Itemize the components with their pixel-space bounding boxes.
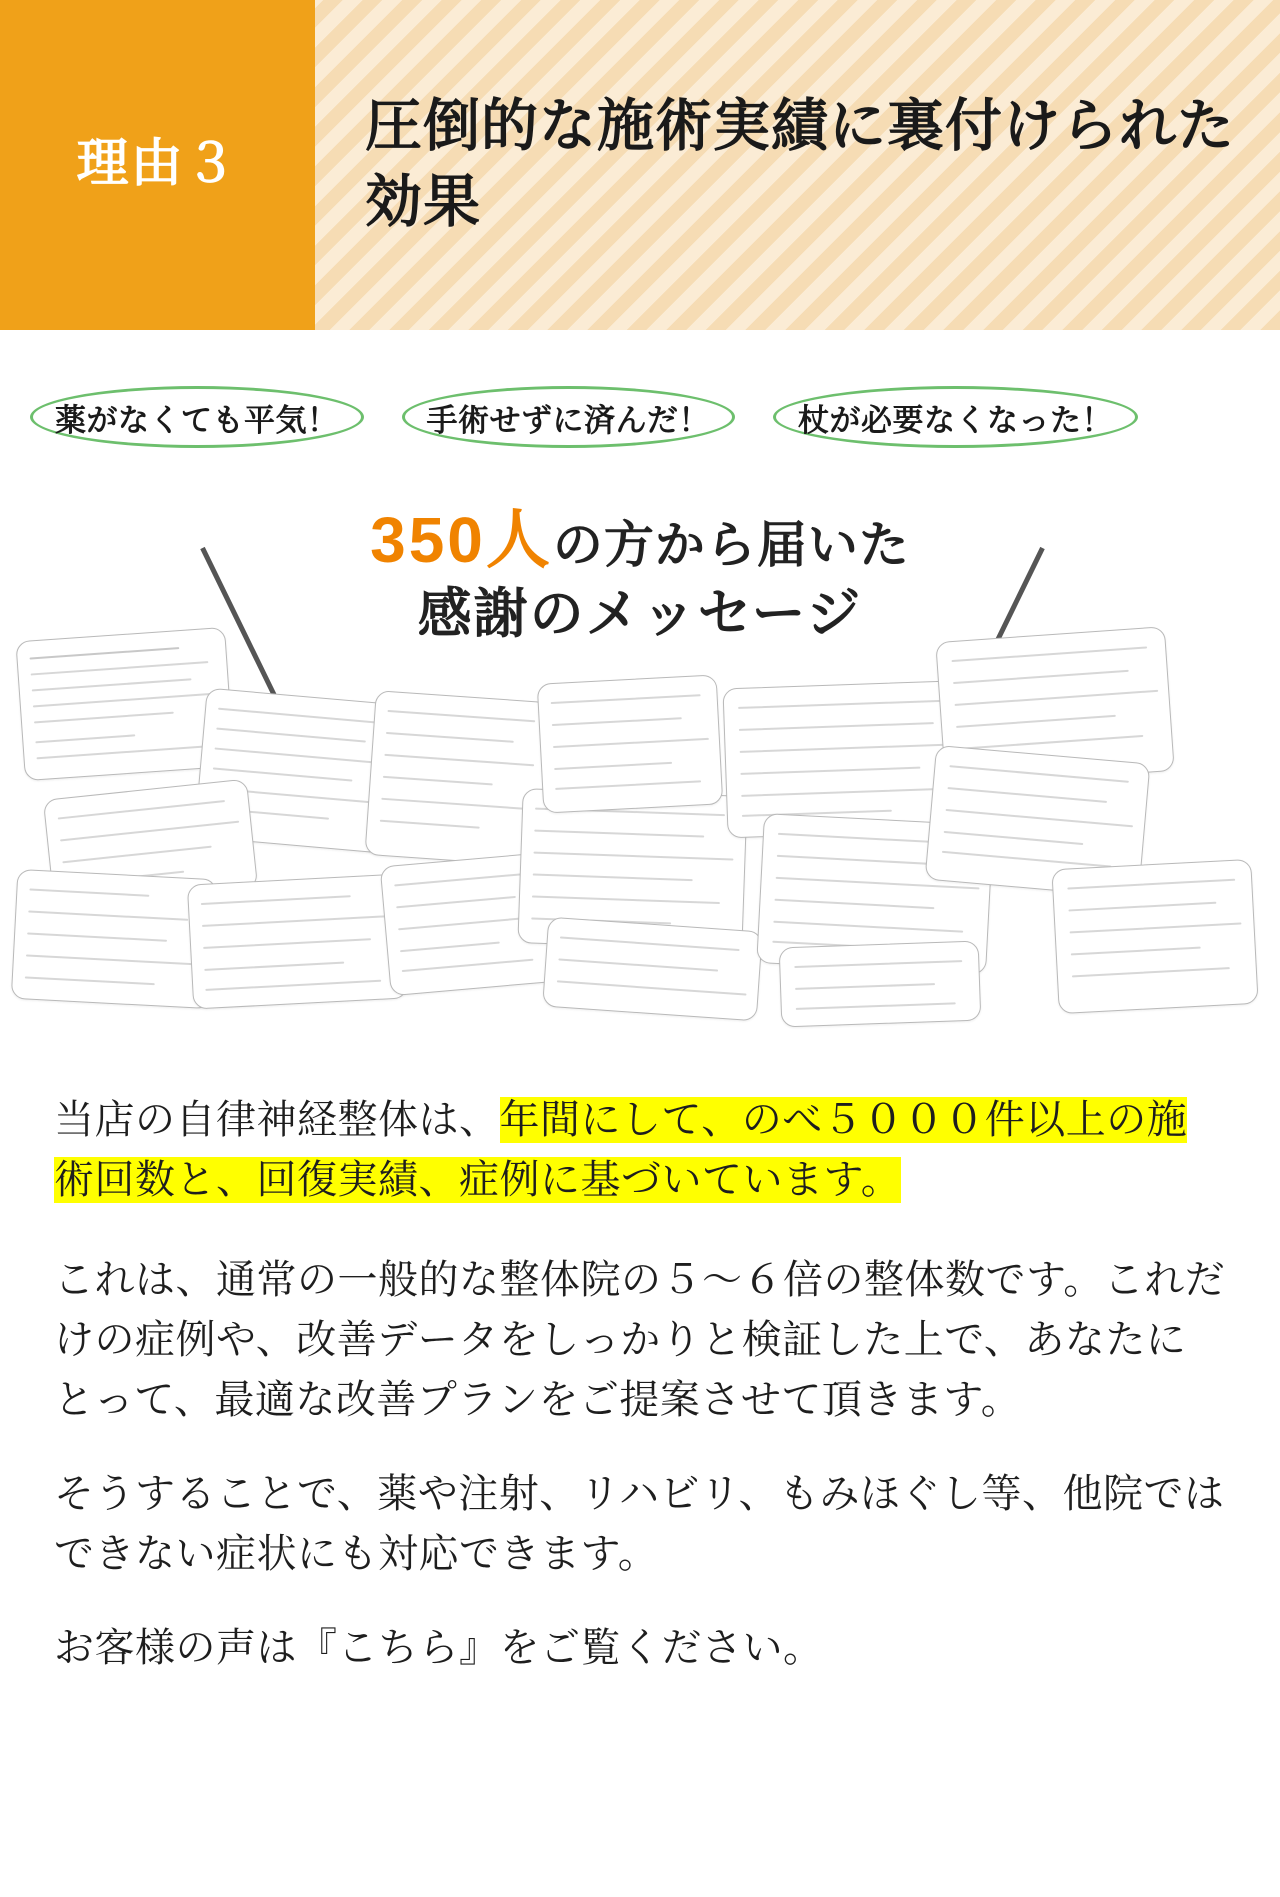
paragraph-3: そうすることで、薬や注射、リハビリ、もみほぐし等、他院ではできない症状にも対応できます。: [54, 1472, 1225, 1576]
balloon-2-label: 手術せずに済んだ！: [426, 402, 710, 438]
note-card: [542, 917, 763, 1022]
paragraph-4: お客様の声は『こちら』をご覧ください。: [54, 1626, 824, 1670]
reason-badge: [0, 0, 315, 330]
reason-badge-label: 理由３: [76, 135, 239, 194]
paragraph-2: これは、通常の一般的な整体院の５〜６倍の整体数です。これだけの症例や、改善データをしっかりと検証した上で、あなたにとって、最適な改善プランをご提案させて頂きます。: [54, 1258, 1226, 1422]
balloon-1: [30, 386, 364, 448]
note-card: [1051, 859, 1258, 1014]
balloon-1-label: 薬がなくても平気！: [55, 402, 339, 438]
note-card: [537, 674, 724, 813]
note-card: [779, 941, 982, 1028]
note-card: [187, 873, 408, 1009]
handwritten-notes-collage: [0, 624, 1280, 1054]
body-copy: [0, 1054, 1280, 1678]
paragraph-1-highlight-a: 年間にして、のべ５０００件: [499, 1098, 1026, 1142]
note-card: [11, 869, 218, 1009]
balloon-3: [773, 386, 1138, 448]
testimonial-balloons: [0, 386, 1280, 456]
paragraph-1: [54, 1090, 1226, 1210]
balloon-3-label: 杖が必要なくなった！: [798, 402, 1113, 438]
headline-count: 350人: [370, 504, 553, 576]
paragraph-1-highlight-b: 以上の施術回数と、回復実績、症例に基づいています。: [54, 1098, 1188, 1202]
page-title: 圧倒的な施術実績に裏付けられた効果: [365, 94, 1235, 234]
headline-line-1: [0, 502, 1280, 579]
header-banner: [0, 0, 1280, 330]
header-stripe-background: [315, 0, 1280, 330]
headline-line-1-rest: の方から届いた: [552, 517, 910, 573]
balloon-2: [402, 386, 736, 448]
headline-line-2: 感謝のメッセージ: [417, 583, 863, 644]
paragraph-1-intro: 当店の自律神経整体は、: [54, 1098, 500, 1142]
